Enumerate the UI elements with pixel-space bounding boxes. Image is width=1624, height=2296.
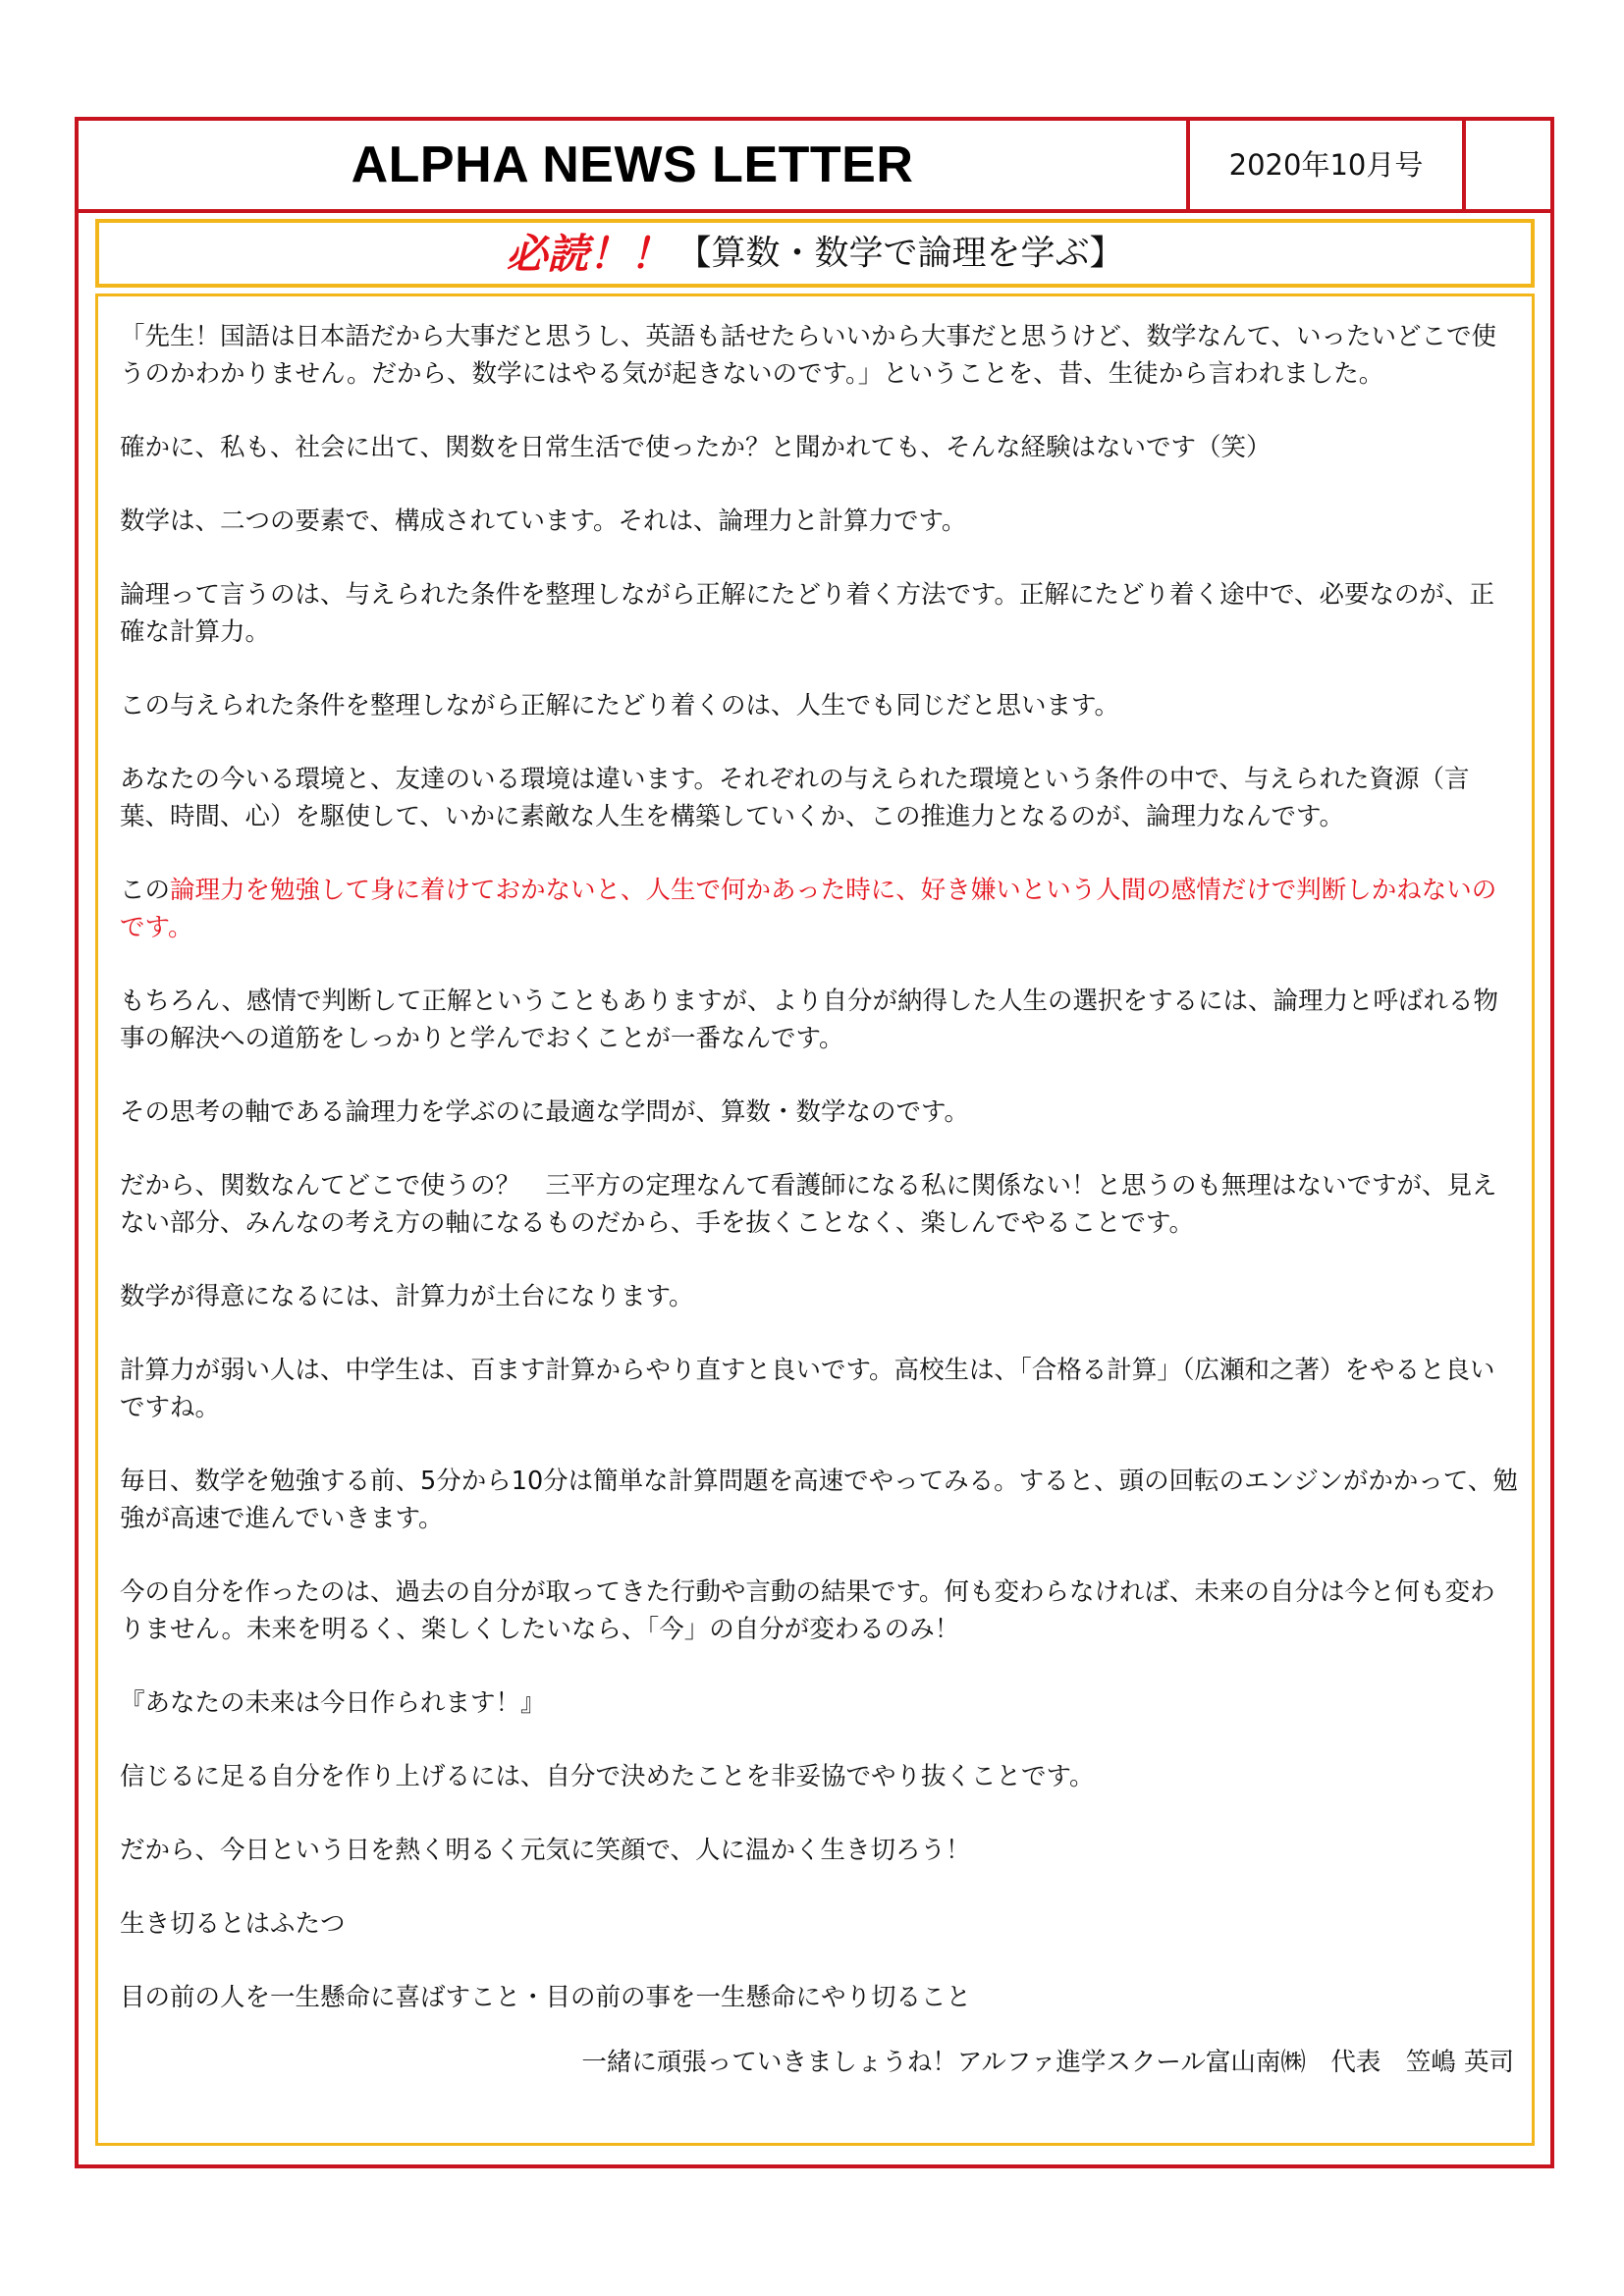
paragraph-13: 毎日、数学を勉強する前、5分から10分は簡単な計算問題を高速でやってみる。すると、頭の回転のエンジンがかかって、勉強が高速で進んでいきます。	[120, 1467, 1518, 1533]
paragraph-15: 『あなたの未来は今日作られます！』	[120, 1688, 546, 1718]
paragraph-12: 計算力が弱い人は、中学生は、百ます計算からやり直すと良いです。高校生は、「合格る計算」（広瀬和之著）をやると良いですね。	[120, 1356, 1495, 1422]
emphasis-text: 論理力を勉強して身に着けておかないと、人生で何かあった時に、好き嫌いという人間の感情だけで判断しかねないのです。	[120, 876, 1497, 942]
paragraph-5: この与えられた条件を整理しながら正解にたどり着くのは、人生でも同じだと思います。	[120, 691, 1119, 721]
paragraph-10: だから、関数なんてどこで使うの？ 三平方の定理なんて看護師になる私に関係ない！と思うのも無理はないですが、見えない部分、みんなの考え方の軸になるものだから、手を抜くことなく、楽しんでやることです。	[120, 1171, 1497, 1238]
headline-topic: 【算数・数学で論理を学ぶ】	[677, 234, 1124, 274]
paragraph-7	[120, 872, 1518, 946]
article-body	[95, 294, 1535, 2146]
headline-banner	[95, 219, 1535, 288]
newsletter-header	[79, 121, 1550, 213]
paragraph-1: 「先生！国語は日本語だから大事だと思うし、英語も話せたらいいから大事だと思うけど、数学なんて、いったいどこで使うのかわかりません。だから、数学にはやる気が起きないのです。」ということを、昔、生徒から言われました。	[120, 322, 1496, 389]
paragraph-18: 生き切るとはふたつ	[120, 1909, 346, 1939]
paragraph-9: その思考の軸である論理力を学ぶのに最適な学問が、算数・数学なのです。	[120, 1097, 969, 1127]
newsletter-frame	[75, 117, 1554, 2168]
paragraph-8: もちろん、感情で判断して正解ということもありますが、より自分が納得した人生の選択をするには、論理力と呼ばれる物事の解決への道筋をしっかりと学んでおくことが一番なんです。	[120, 987, 1499, 1053]
paragraph-11: 数学が得意になるには、計算力が土台になります。	[120, 1282, 694, 1311]
issue-date: 2020年10月号	[1186, 121, 1466, 209]
paragraph-19: 目の前の人を一生懸命に喜ばすこと・目の前の事を一生懸命にやり切ること	[120, 1983, 972, 2012]
author-signature: 一緒に頑張っていきましょうね！アルファ進学スクール富山南㈱ 代表 笠嶋 英司	[581, 2048, 1514, 2077]
paragraph-2: 確かに、私も、社会に出て、関数を日常生活で使ったか？と聞かれても、そんな経験はないです（笑）	[120, 433, 1272, 462]
paragraph-14: 今の自分を作ったのは、過去の自分が取ってきた行動や言動の結果です。何も変わらなければ、未来の自分は今と何も変わりません。未来を明るく、楽しくしたいなら、「今」の自分が変わるのみ！	[120, 1577, 1495, 1644]
paragraph-16: 信じるに足る自分を作り上げるには、自分で決めたことを非妥協でやり抜くことです。	[120, 1762, 1095, 1791]
newsletter-title: ALPHA NEWS LETTER	[351, 136, 914, 193]
paragraph-3: 数学は、二つの要素で、構成されています。それは、論理力と計算力です。	[120, 507, 967, 536]
paragraph-6: あなたの今いる環境と、友達のいる環境は違います。それぞれの与えられた環境という条件の中で、与えられた資源（言葉、時間、心）を駆使して、いかに素敵な人生を構築していくか、この推進力となるのが、論理力なんです。	[120, 765, 1470, 831]
paragraph-7-prefix: この	[120, 876, 171, 905]
headline-must-read: 必読！！	[506, 229, 672, 278]
paragraph-4: 論理って言うのは、与えられた条件を整理しながら正解にたどり着く方法です。正解にたどり着く途中で、必要なのが、正確な計算力。	[120, 580, 1494, 647]
paragraph-17: だから、今日という日を熱く明るく元気に笑顔で、人に温かく生き切ろう！	[120, 1836, 971, 1865]
